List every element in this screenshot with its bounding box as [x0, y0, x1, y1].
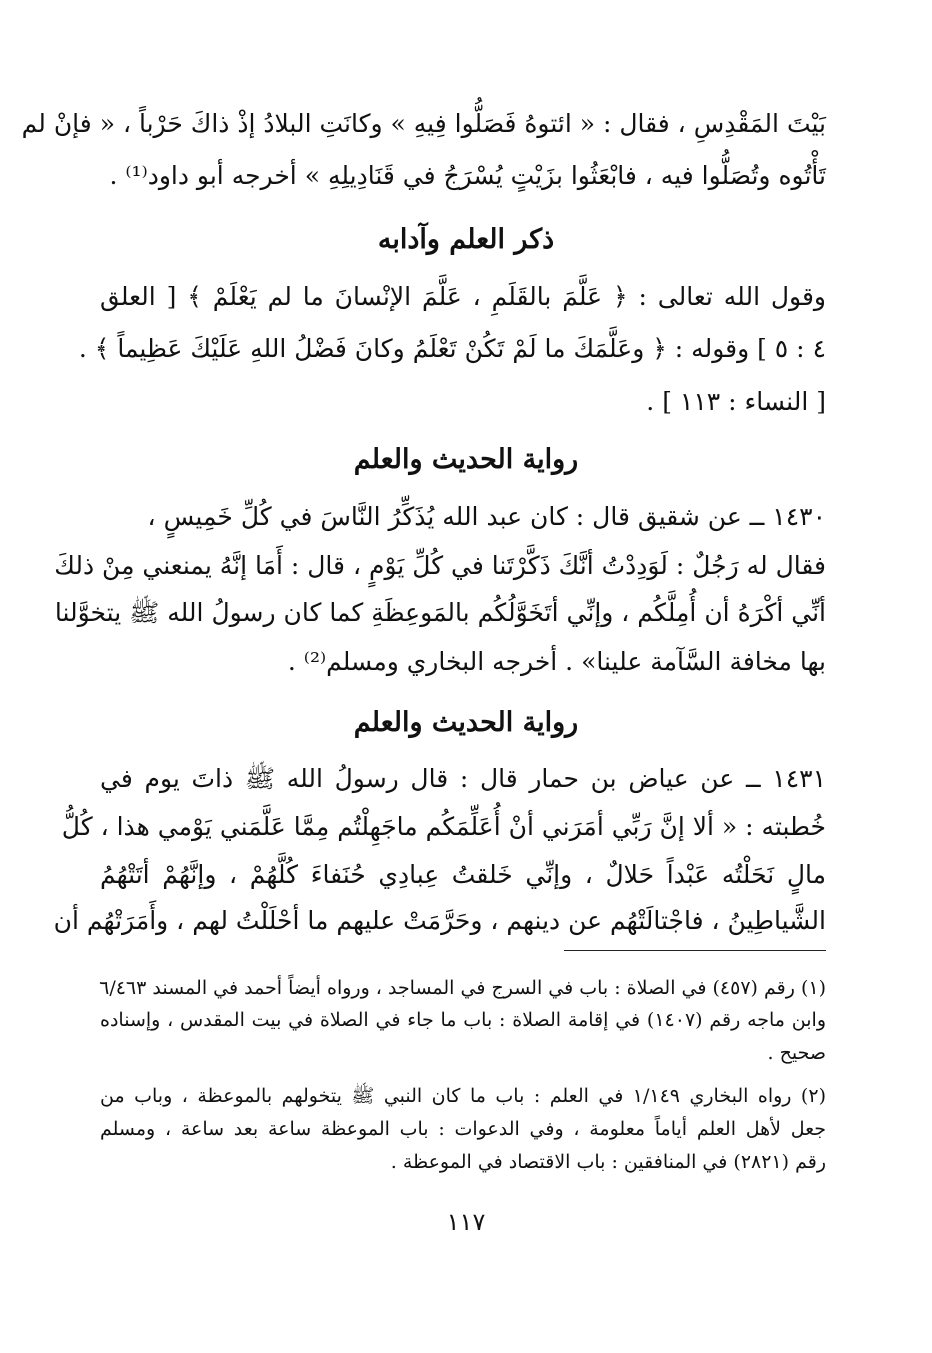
footnote-1: (١) رقم (٤٥٧) في الصلاة : باب في السرج في المساجد ، ورواه أيضاً أحمد في المسند ٦/٤٦٣ — [99, 977, 826, 999]
hadith-1430-start: ١٤٣٠ ــ عن شقيق قال : كان عبد الله يُذَكِّرُ النَّاسَ في كُلِّ خَمِيسٍ ، — [147, 502, 826, 531]
page-number: ١١٧ — [446, 1208, 486, 1236]
body-line: بَيْتَ المَقْدِسِ ، فقال : « ائتوهُ فَصَلُّوا فِيهِ » وكانَتِ البلادُ إذْ ذاكَ حَرْباً ، « فإنْ لم — [21, 109, 826, 138]
section-heading: رواية الحديث والعلم — [353, 444, 579, 475]
section-heading: رواية الحديث والعلم — [353, 707, 579, 738]
body-line: [ النساء : ١١٣ ] . — [646, 387, 826, 416]
hadith-1431-start: ١٤٣١ ــ عن عياض بن حمار قال : قال رسولُ الله ﷺ ذاتَ يوم في — [100, 764, 826, 793]
body-line: أنِّي أكْرَهُ أن أُمِلَّكُم ، وإنِّي أتَخَوَّلُكُم بالمَوعِظَةِ كما كان رسولُ الله ﷺ يتخوَّلنا — [54, 598, 826, 627]
footnote-line: وابن ماجه رقم (١٤٠٧) في إقامة الصلاة : باب ما جاء في الصلاة في بيت المقدس ، وإسناده — [100, 1009, 826, 1031]
footnote-line: صحيح . — [767, 1042, 826, 1064]
footnote-2: (٢) رواه البخاري ١/١٤٩ في العلم : باب ما كان النبي ﷺ يتخولهم بالموعظة ، وباب من — [100, 1085, 826, 1107]
footnote-line: رقم (٢٨٢١) في المنافقين : باب الاقتصاد في الموعظة . — [390, 1151, 826, 1173]
footnote-line: جعل لأهل العلم أياماً معلومة ، وفي الدعوات : باب الموعظة ساعة بعد ساعة ، ومسلم — [100, 1118, 826, 1140]
body-line: وقول الله تعالى : ﴿ عَلَّمَ بالقَلَمِ ، عَلَّمَ الإنْسانَ ما لم يَعْلَمْ ﴾ [ العلق — [100, 282, 826, 311]
section-heading: ذكر العلم وآدابه — [377, 224, 555, 255]
body-line: مالٍ نَحَلْتُه عَبْداً حَلالٌ ، وإنِّي خَلقتُ عِبادِي حُنَفاءَ كُلَّهُمْ ، وإنَّهُمْ أتَتْهُمُ — [100, 860, 826, 889]
body-line: فقال له رَجُلٌ : لَوَدِدْتُ أنَّكَ ذَكَّرْتَنا في كُلِّ يَوْمٍ ، قال : أَمَا إنَّهُ يمنعني مِنْ ذلكَ — [54, 551, 826, 580]
body-line: الشَّياطِينُ ، فاجْتالَتْهُم عن دينهم ، وحَرَّمَتْ عليهم ما أحْلَلْتُ لهم ، وأَمَرَتْهُم أن — [53, 906, 826, 935]
footnote-separator — [564, 950, 826, 951]
body-line: خُطبته : « ألا إنَّ رَبِّي أمَرَني أنْ أُعَلِّمَكُم ماجَهِلْتُم مِمَّا عَلَّمَني يَوْمي هذا ، كُلُّ — [61, 812, 826, 841]
body-line: ٤ : ٥ ] وقوله : ﴿ وعَلَّمَكَ ما لَمْ تَكُنْ تَعْلَمُ وكانَ فَضْلُ اللهِ عَلَيْكَ عَظِيماً ﴾ . — [78, 334, 826, 363]
body-line: بها مخافة السَّآمة علينا» . أخرجه البخاري ومسلم⁽²⁾ . — [287, 647, 826, 676]
body-line: تَأْتُوه وتُصَلُّوا فيه ، فابْعَثُوا بزَيْتٍ يُسْرَجُ في قَنَادِيلِهِ » أخرجه أبو داود⁽¹⁾ . — [109, 161, 826, 190]
